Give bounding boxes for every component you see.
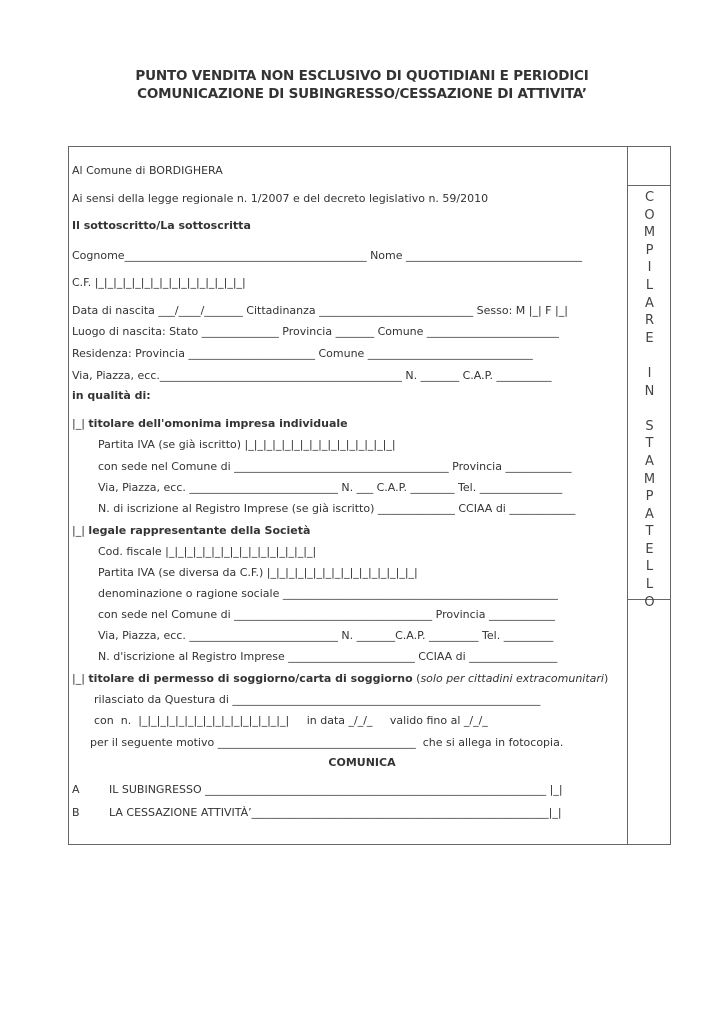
option-b-letter: B bbox=[72, 806, 80, 819]
side-label-letter: A bbox=[645, 506, 654, 522]
sole-proprietor-checkbox[interactable]: |_| bbox=[72, 417, 89, 430]
residence-permit-checkbox[interactable]: |_| bbox=[72, 672, 89, 685]
permit-reason-field[interactable]: per il seguente motivo ____________________________________ che si allega in fotocopia. bbox=[90, 736, 564, 749]
side-label-letter: M bbox=[643, 225, 656, 241]
sole-proprietor-registry-field[interactable]: N. di iscrizione al Registro Imprese (se già iscritto) ______________ CCIAA di ____________ bbox=[98, 502, 576, 515]
side-label-letter: N bbox=[644, 383, 655, 399]
residence-permit-paren-close: ) bbox=[603, 672, 609, 685]
side-label-letter: E bbox=[645, 541, 654, 557]
side-label-letter: C bbox=[644, 190, 655, 205]
side-label-letter: I bbox=[647, 260, 652, 276]
legal-representative-label: legale rappresentante della Società bbox=[88, 524, 311, 537]
residence-field[interactable]: Residenza: Provincia _______________________ Comune ______________________________ bbox=[72, 347, 533, 360]
side-label-letter: L bbox=[645, 277, 654, 293]
sole-proprietor-seat-field[interactable]: con sede nel Comune di _______________________________________ Provincia ____________ bbox=[98, 460, 572, 473]
side-label-letter: M bbox=[643, 471, 656, 487]
side-label-letter: L bbox=[645, 559, 654, 575]
residence-permit-note: solo per cittadini extracomunitari bbox=[420, 672, 604, 685]
document-subtitle: COMUNICAZIONE DI SUBINGRESSO/CESSAZIONE DI ATTIVITA’ bbox=[137, 86, 587, 102]
residence-permit-label: titolare di permesso di soggiorno/carta di soggiorno bbox=[88, 672, 413, 685]
option-b-cessazione[interactable]: LA CESSAZIONE ATTIVITÀ’______________________________________________________|_| bbox=[109, 806, 562, 819]
birth-date-citizenship-sex-field[interactable]: Data di nascita ___/____/_______ Cittadinanza ____________________________ Sesso: M |_| F |_| bbox=[72, 304, 568, 317]
legal-representative-checkbox[interactable]: |_| bbox=[72, 524, 89, 537]
residence-permit-paren-open: ( bbox=[412, 672, 421, 685]
side-label-letter: I bbox=[647, 365, 652, 381]
legal-basis-line: Ai sensi della legge regionale n. 1/2007 e del decreto legislativo n. 59/2010 bbox=[72, 192, 489, 205]
side-label-letter: T bbox=[645, 524, 654, 540]
side-label-letter: O bbox=[644, 594, 655, 610]
side-label-letter: A bbox=[645, 295, 654, 311]
company-name-field[interactable]: denominazione o ragione sociale __________________________________________________ bbox=[98, 587, 558, 600]
side-label-letter: O bbox=[644, 207, 655, 223]
option-a-letter: A bbox=[72, 783, 80, 796]
comunica-heading: COMUNICA bbox=[328, 756, 396, 769]
comune-line: Al Comune di BORDIGHERA bbox=[72, 164, 223, 177]
sole-proprietor-vat-field[interactable]: Partita IVA (se già iscritto) |_|_|_|_|_|_|_|_|_|_|_|_|_|_|_|_| bbox=[98, 438, 396, 451]
permit-issuer-field[interactable]: rilasciato da Questura di ________________________________________________________ bbox=[94, 693, 541, 706]
birthplace-field[interactable]: Luogo di nascita: Stato ______________ Provincia _______ Comune ________________________ bbox=[72, 325, 559, 338]
address-field[interactable]: Via, Piazza, ecc.____________________________________________ N. _______ C.A.P. __________ bbox=[72, 369, 552, 382]
side-label-letter: L bbox=[645, 577, 654, 593]
side-label-letter bbox=[647, 400, 651, 418]
company-address-field[interactable]: Via, Piazza, ecc. ___________________________ N. _______C.A.P. _________ Tel. _________ bbox=[98, 629, 554, 642]
side-label-letter: A bbox=[645, 453, 654, 469]
side-label-letter: E bbox=[645, 330, 654, 346]
permit-number-dates-field[interactable]: con n. |_|_|_|_|_|_|_|_|_|_|_|_|_|_|_|_| in data _/_/_ valido fino al _/_/_ bbox=[94, 714, 488, 727]
side-label-letter bbox=[647, 347, 651, 365]
sole-proprietor-option[interactable] bbox=[72, 417, 348, 431]
option-a-subingresso[interactable]: IL SUBINGRESSO ______________________________________________________________ |_| bbox=[109, 783, 563, 796]
document-title: PUNTO VENDITA NON ESCLUSIVO DI QUOTIDIANI E PERIODICI bbox=[135, 68, 589, 84]
company-registry-field[interactable]: N. d'iscrizione al Registro Imprese _______________________ CCIAA di ________________ bbox=[98, 650, 558, 663]
side-label-letter: S bbox=[645, 418, 654, 434]
company-tax-code-field[interactable]: Cod. fiscale |_|_|_|_|_|_|_|_|_|_|_|_|_|_|_|_| bbox=[98, 545, 317, 558]
codice-fiscale-field[interactable]: C.F. |_|_|_|_|_|_|_|_|_|_|_|_|_|_|_|_| bbox=[72, 276, 246, 289]
compilare-in-stampatello-label bbox=[628, 189, 671, 611]
side-label-letter: P bbox=[645, 489, 654, 505]
company-seat-field[interactable]: con sede nel Comune di ____________________________________ Provincia ____________ bbox=[98, 608, 555, 621]
residence-permit-option[interactable] bbox=[72, 672, 608, 686]
cognome-nome-field[interactable]: Cognome____________________________________________ Nome ________________________________ bbox=[72, 249, 583, 262]
side-label-letter: R bbox=[644, 313, 655, 329]
sole-proprietor-address-field[interactable]: Via, Piazza, ecc. ___________________________ N. ___ C.A.P. ________ Tel. _______________ bbox=[98, 481, 563, 494]
signatory-heading: Il sottoscritto/La sottoscritta bbox=[72, 219, 251, 232]
side-column-top-rule bbox=[627, 185, 671, 186]
capacity-heading: in qualità di: bbox=[72, 389, 151, 402]
sole-proprietor-label: titolare dell'omonima impresa individuale bbox=[88, 417, 348, 430]
side-label-letter: T bbox=[645, 436, 654, 452]
company-vat-field[interactable]: Partita IVA (se diversa da C.F.) |_|_|_|_|_|_|_|_|_|_|_|_|_|_|_|_| bbox=[98, 566, 418, 579]
legal-representative-option[interactable] bbox=[72, 524, 310, 538]
side-label-letter: P bbox=[645, 242, 654, 258]
